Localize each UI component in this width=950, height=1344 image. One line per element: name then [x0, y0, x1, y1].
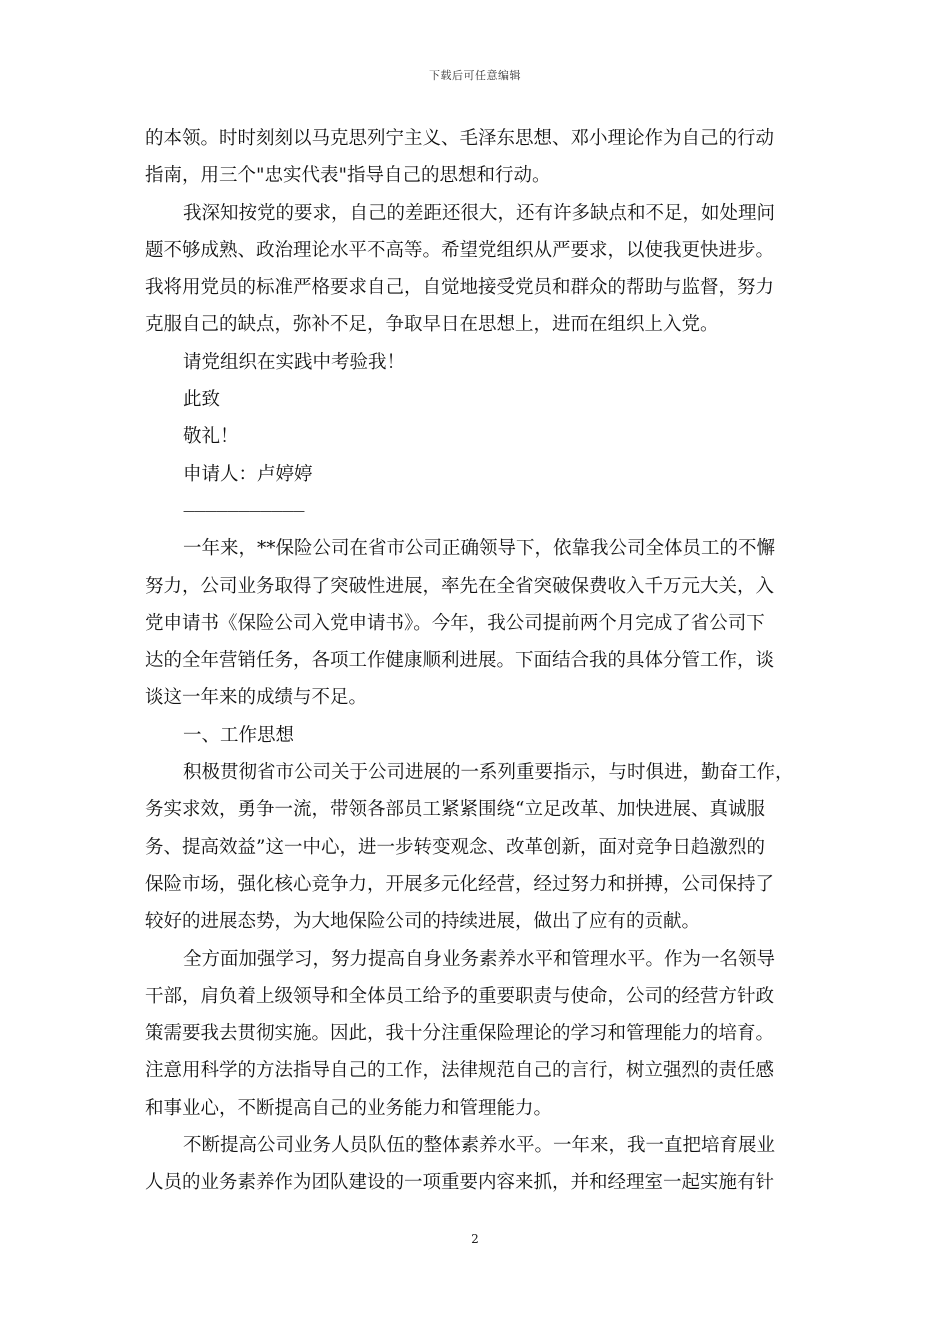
text-line: 党申请书《保险公司入党申请书》。今年，我公司提前两个月完成了省公司下	[145, 612, 765, 634]
document-body	[145, 120, 810, 1202]
section-heading: 一、工作思想	[183, 724, 295, 746]
text-line: 请党组织在实践中考验我！	[183, 351, 406, 373]
text-line: 务实求效，勇争一流，带领各部员工紧紧围绕“立足改革、加快进展、真诚服	[145, 799, 765, 821]
page-header: 下载后可任意编辑	[429, 69, 521, 82]
text-line: 较好的进展态势，为大地保险公司的持续进展，做出了应有的贡献。	[145, 911, 701, 933]
text-line: 和事业心，不断提高自己的业务能力和管理能力。	[145, 1097, 553, 1119]
applicant-signature: 申请人：卢婷婷	[183, 463, 313, 485]
text-line: 的本领。时时刻刻以马克思列宁主义、毛泽东思想、邓小理论作为自己的行动	[145, 128, 775, 149]
text-line: 全方面加强学习，努力提高自身业务素养水平和管理水平。作为一名领导	[183, 948, 776, 970]
text-line: 积极贯彻省市公司关于公司进展的一系列重要指示，与时俱进，勤奋工作，	[183, 762, 794, 784]
text-line: 不断提高公司业务人员队伍的整体素养水平。一年来，我一直把培育展业	[183, 1135, 776, 1157]
separator-line: ———————————	[183, 503, 304, 518]
text-line: 我将用党员的标准严格要求自己，自觉地接受党员和群众的帮助与监督，努力	[145, 277, 775, 299]
text-line: 达的全年营销任务，各项工作健康顺利进展。下面结合我的具体分管工作，谈	[145, 650, 775, 672]
salutation: 此致	[183, 389, 221, 411]
text-line: 一年来，**保险公司在省市公司正确领导下，依靠我公司全体员工的不懈	[183, 538, 776, 560]
text-line: 注意用科学的方法指导自己的工作，法律规范自己的言行，树立强烈的责任感	[145, 1060, 775, 1082]
text-line: 题不够成熟、政治理论水平不高等。希望党组织从严要求，以使我更快进步。	[145, 239, 775, 261]
text-line: 克服自己的缺点，弥补不足，争取早日在思想上，进而在组织上入党。	[145, 314, 719, 336]
text-line: 努力，公司业务取得了突破性进展，率先在全省突破保费收入千万元大关，入	[145, 575, 775, 597]
text-line: 谈这一年来的成绩与不足。	[145, 687, 368, 709]
text-line: 务、提高效益”这一中心，进一步转变观念、改革创新，面对竞争日趋激烈的	[145, 836, 765, 858]
text-line: 保险市场，强化核心竞争力，开展多元化经营，经过努力和拼搏，公司保持了	[145, 873, 775, 895]
text-line: 人员的业务素养作为团队建设的一项重要内容来抓，并和经理室一起实施有针	[145, 1172, 775, 1194]
text-line: 我深知按党的要求，自己的差距还很大，还有许多缺点和不足，如处理问	[183, 202, 776, 224]
text-line: 指南，用三个"忠实代表"指导自己的思想和行动。	[145, 165, 551, 187]
salutation: 敬礼！	[183, 426, 239, 448]
page-number: 2	[471, 1232, 479, 1246]
text-line: 干部，肩负着上级领导和全体员工给予的重要职责与使命，公司的经营方针政	[145, 985, 775, 1007]
text-line: 策需要我去贯彻实施。因此，我十分注重保险理论的学习和管理能力的培育。	[145, 1023, 775, 1045]
